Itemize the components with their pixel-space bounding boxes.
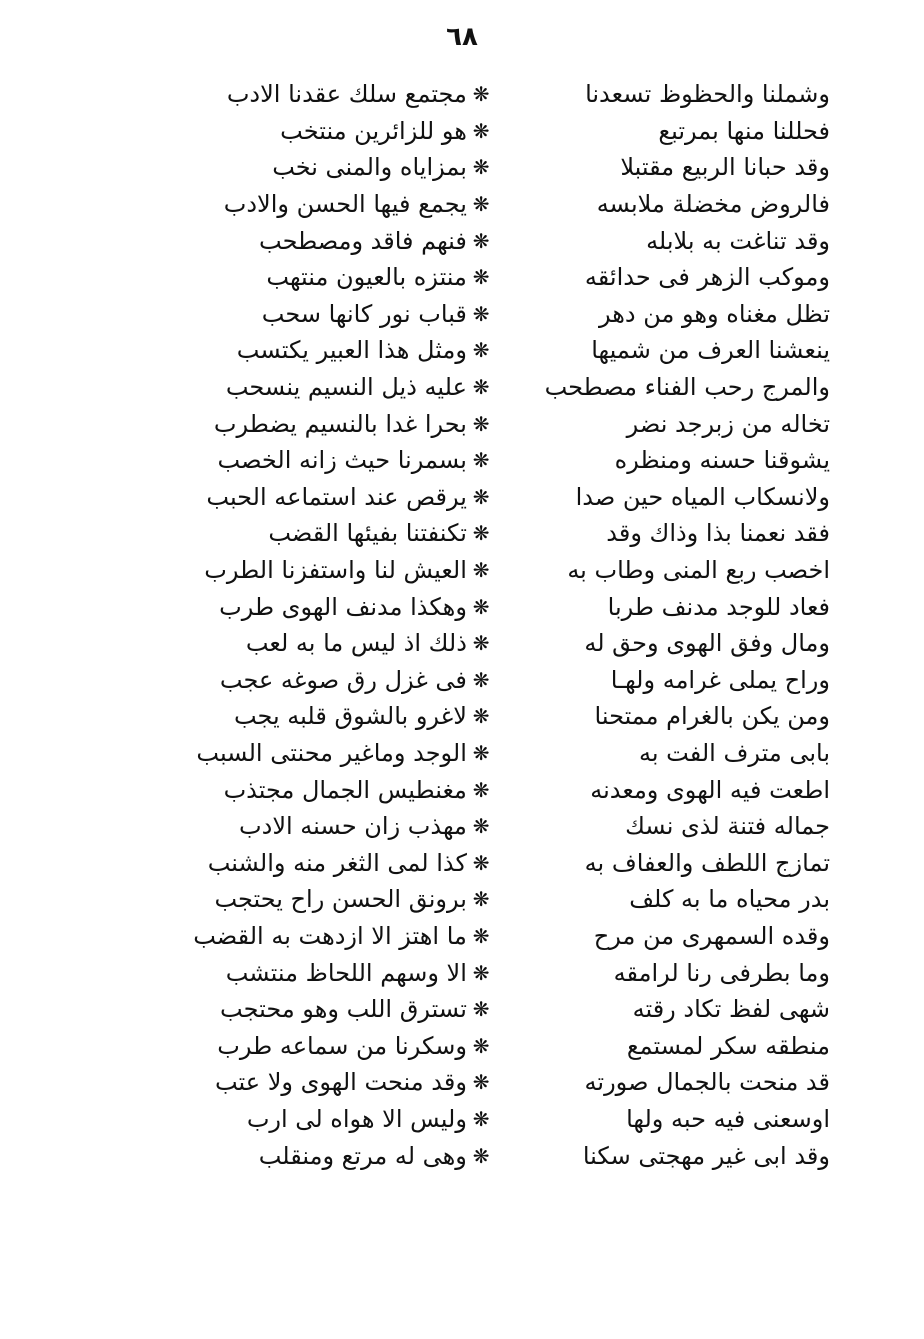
verse-line [118,442,830,479]
second-hemistich: وهكذا مدنف الهوى طرب [219,592,467,621]
second-hemistich: فنهم فاقد ومصطحب [259,226,467,255]
verse-line [118,662,830,699]
first-hemistich: فحللنا منها بمرتبع [658,116,830,145]
second-hemistich: ذلك اذ ليس ما به لعب [245,629,467,658]
verse-separator-ornament: ❋ [472,448,490,473]
verse-separator-ornament: ❋ [472,1033,490,1058]
first-hemistich: يشوقنا حسنه ومنظره [614,446,830,475]
verse-separator-ornament: ❋ [472,1106,490,1131]
first-hemistich: والمرج رحب الفناء مصطحب [544,373,830,402]
first-hemistich: فعاد للوجد مدنف طربا [607,592,830,621]
verse-separator-ornament: ❋ [472,740,490,765]
first-hemistich: شهى لفظ تكاد رقته [632,995,830,1024]
verse-line [118,808,830,845]
verse-line [118,588,830,625]
second-hemistich: وقد منحت الهوى ولا عتب [214,1068,467,1097]
verse-separator-ornament: ❋ [472,667,490,692]
first-hemistich: جماله فتنة لذى نسك [625,812,830,841]
second-hemistich: تكنفتنا بفيئها القضب [268,519,467,548]
verse-line [118,76,830,113]
first-hemistich: ومال وفق الهوى وحق له [584,629,830,658]
first-hemistich: وشملنا والحظوظ تسعدنا [585,80,830,109]
verse-line [118,771,830,808]
first-hemistich: ينعشنا العرف من شميها [591,336,830,365]
first-hemistich: اخصب ربع المنى وطاب به [567,556,830,585]
first-hemistich: وقد ابى غير مهجتى سكنا [582,1141,830,1170]
first-hemistich: اطعت فيه الهوى ومعدنه [590,775,830,804]
first-hemistich: وقد حبانا الربيع مقتبلا [620,153,830,182]
verse-line [118,222,830,259]
second-hemistich: بسمرنا حيث زانه الخصب [217,446,467,475]
verse-separator-ornament: ❋ [472,960,490,985]
second-hemistich: مغنطيس الجمال مجتذب [223,775,467,804]
verse-separator-ornament: ❋ [472,82,490,107]
second-hemistich: ومثل هذا العبير يكتسب [236,336,467,365]
verse-separator-ornament: ❋ [472,594,490,619]
first-hemistich: فقد نعمنا بذا وذاك وقد [606,519,830,548]
verse-line [118,332,830,369]
verse-separator-ornament: ❋ [472,411,490,436]
first-hemistich: منطقه سكر لمستمع [626,1031,830,1060]
second-hemistich: قباب نور كانها سحب [261,299,467,328]
verse-separator-ornament: ❋ [472,484,490,509]
verse-separator-ornament: ❋ [472,155,490,180]
verse-line [118,479,830,516]
verse-separator-ornament: ❋ [472,192,490,217]
first-hemistich: اوسعنى فيه حبه ولها [626,1104,830,1133]
second-hemistich: بحرا غدا بالنسيم يضطرب [213,409,467,438]
first-hemistich: تظل مغناه وهو من دهر [599,299,830,328]
verse-line [118,844,830,881]
verse-line [118,405,830,442]
verse-separator-ornament: ❋ [472,814,490,839]
second-hemistich: يرقص عند استماعه الحبب [206,482,467,511]
verse-separator-ornament: ❋ [472,997,490,1022]
verse-line [118,954,830,991]
first-hemistich: وموكب الزهر فى حدائقه [584,263,830,292]
verse-separator-ornament: ❋ [472,1143,490,1168]
verse-line [118,1101,830,1138]
verse-separator-ornament: ❋ [472,301,490,326]
verse-line [118,552,830,589]
verse-line [118,698,830,735]
verse-line [118,113,830,150]
second-hemistich: مجتمع سلك عقدنا الادب [226,80,467,109]
first-hemistich: بدر محياه ما به كلف [629,885,830,914]
verse-separator-ornament: ❋ [472,1070,490,1095]
second-hemistich: لاغرو بالشوق قلبه يجب [233,702,467,731]
verse-separator-ornament: ❋ [472,850,490,875]
second-hemistich: فى غزل رق صوغه عجب [219,665,467,694]
first-hemistich: ومن يكن بالغرام ممتحنا [594,702,830,731]
second-hemistich: تسترق اللب وهو محتجب [220,995,467,1024]
second-hemistich: مهذب زان حسنه الادب [239,812,467,841]
second-hemistich: وليس الا هواه لى ارب [246,1104,467,1133]
verse-line [118,149,830,186]
first-hemistich: وراح يملى غرامه ولهـا [610,665,830,694]
first-hemistich: بابى مترف الفت به [638,738,830,767]
second-hemistich: كذا لمى الثغر منه والشنب [207,848,467,877]
first-hemistich: فالروض مخضلة ملابسه [596,190,830,219]
verse-separator-ornament: ❋ [472,631,490,656]
second-hemistich: منتزه بالعيون منتهب [266,263,467,292]
page-number: ٦٨ [446,22,478,52]
first-hemistich: وقده السمهرى من مرح [593,921,830,950]
verse-line [118,1137,830,1174]
verse-line [118,1027,830,1064]
second-hemistich: بمزاياه والمنى نخب [272,153,467,182]
second-hemistich: هو للزائرين منتخب [280,116,467,145]
first-hemistich: تمازج اللطف والعفاف به [584,848,830,877]
verse-separator-ornament: ❋ [472,375,490,400]
verse-separator-ornament: ❋ [472,704,490,729]
verse-line [118,515,830,552]
verse-separator-ornament: ❋ [472,558,490,583]
verse-separator-ornament: ❋ [472,265,490,290]
second-hemistich: وهى له مرتع ومنقلب [258,1141,467,1170]
verse-separator-ornament: ❋ [472,923,490,948]
verse-separator-ornament: ❋ [472,338,490,363]
second-hemistich: برونق الحسن راح يحتجب [214,885,467,914]
verse-separator-ornament: ❋ [472,777,490,802]
second-hemistich: ما اهتز الا ازدهت به القضب [193,921,467,950]
verse-line [118,369,830,406]
verse-line [118,1064,830,1101]
first-hemistich: وما بطرفى رنا لرامقه [613,958,830,987]
second-hemistich: الوجد وماغير محنتى السبب [196,738,467,767]
second-hemistich: يجمع فيها الحسن والادب [223,190,467,219]
second-hemistich: وسكرنا من سماعه طرب [217,1031,467,1060]
first-hemistich: قد منحت بالجمال صورته [584,1068,830,1097]
first-hemistich: تخاله من زبرجد نضر [626,409,830,438]
verse-separator-ornament: ❋ [472,228,490,253]
verse-line [118,625,830,662]
verse-separator-ornament: ❋ [472,118,490,143]
verse-separator-ornament: ❋ [472,887,490,912]
first-hemistich: وقد تناغت به بلابله [646,226,830,255]
verse-line [118,186,830,223]
second-hemistich: الا وسهم اللحاظ منتشب [225,958,467,987]
verse-line [118,735,830,772]
verse-line [118,991,830,1028]
verse-line [118,259,830,296]
verse-line [118,918,830,955]
second-hemistich: عليه ذيل النسيم ينسحب [225,373,467,402]
verse-line [118,881,830,918]
poem-body [118,76,830,1174]
verse-separator-ornament: ❋ [472,521,490,546]
second-hemistich: العيش لنا واستفزنا الطرب [204,556,467,585]
first-hemistich: ولانسكاب المياه حين صدا [575,482,830,511]
verse-line [118,296,830,333]
